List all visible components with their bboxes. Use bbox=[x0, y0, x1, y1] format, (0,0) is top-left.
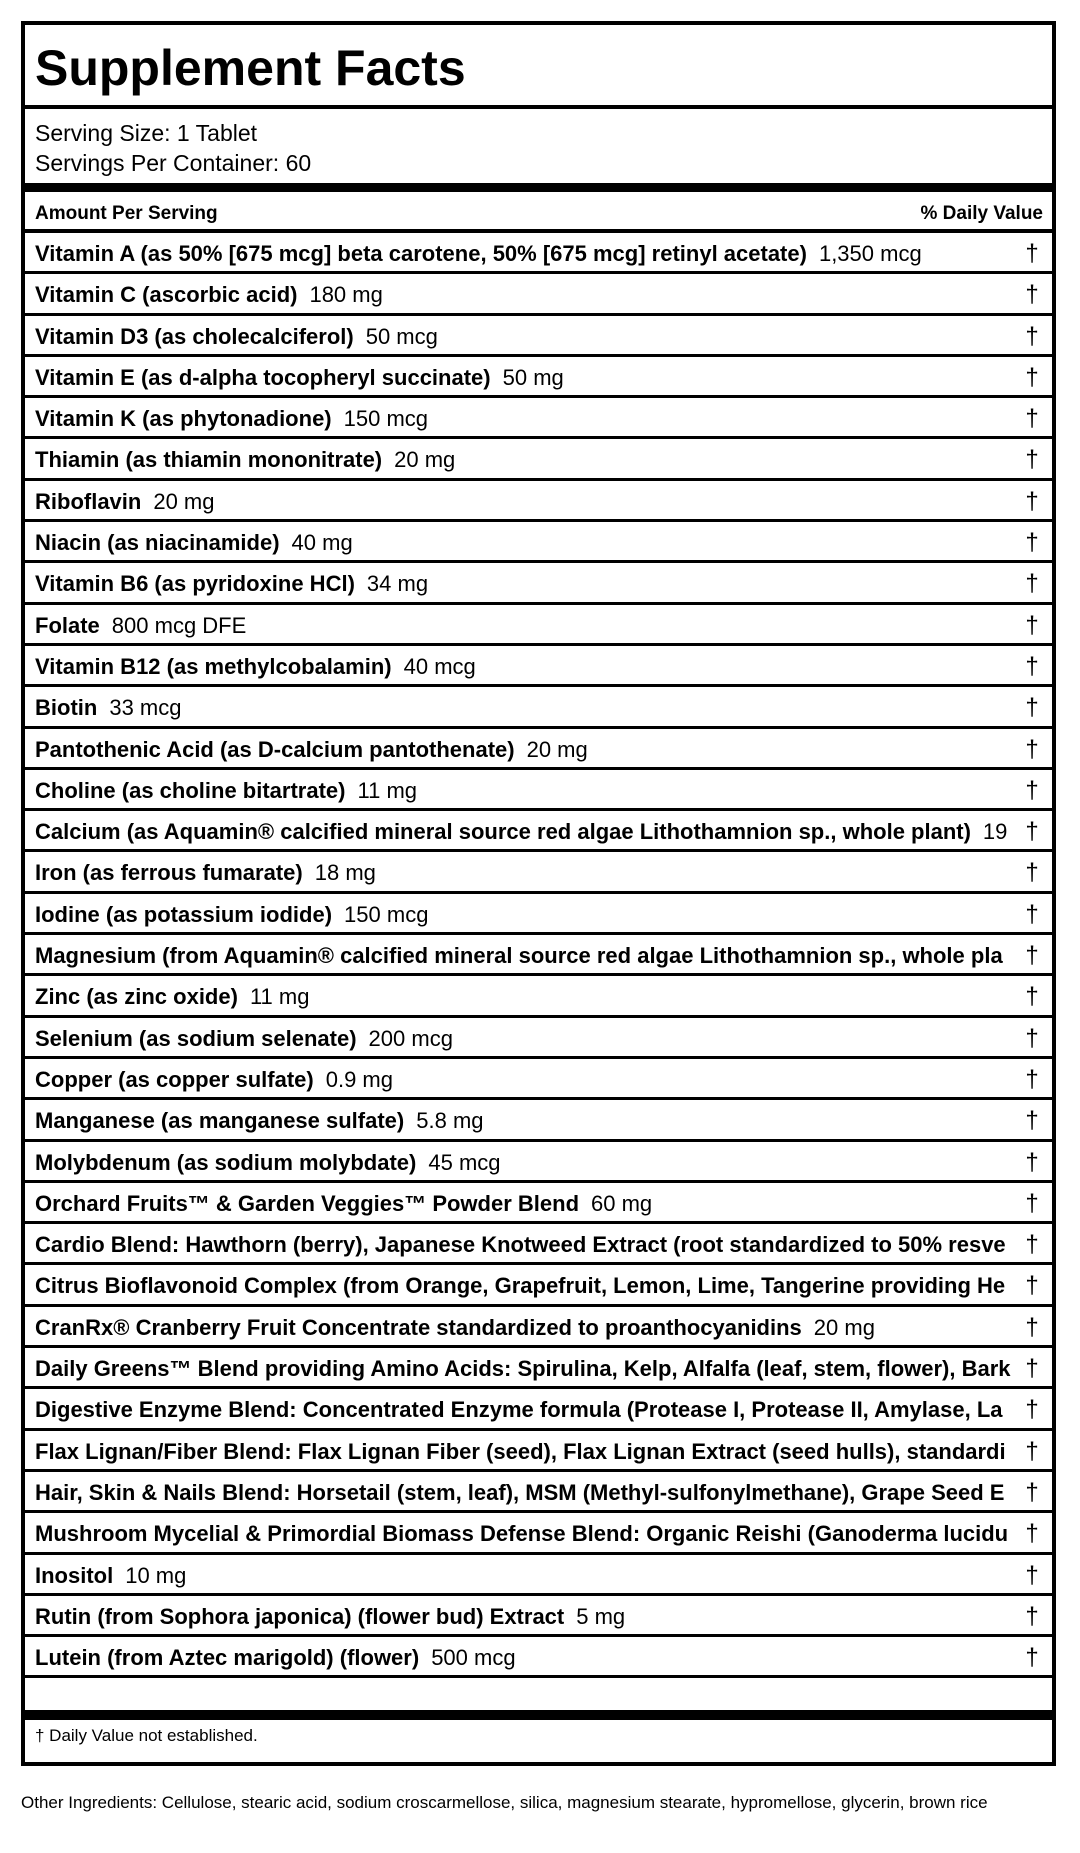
dagger-symbol: † bbox=[1025, 240, 1039, 267]
dagger-symbol: † bbox=[1025, 859, 1039, 887]
nutrient-name: Copper (as copper sulfate) bbox=[35, 1066, 314, 1092]
dagger-symbol: † bbox=[1025, 1189, 1039, 1217]
dagger-symbol: † bbox=[1025, 900, 1039, 928]
nutrient-row bbox=[25, 646, 1052, 687]
nutrient-row bbox=[25, 1555, 1052, 1596]
dagger-symbol: † bbox=[1025, 942, 1039, 970]
nutrient-text bbox=[35, 1479, 1016, 1507]
nutrient-text bbox=[35, 1231, 1018, 1259]
nutrient-text bbox=[35, 859, 376, 887]
dagger-symbol: † bbox=[1025, 1478, 1039, 1506]
nutrient-name: Orchard Fruits™ & Garden Veggies™ Powder Blend bbox=[35, 1190, 580, 1216]
dagger-symbol: † bbox=[1025, 983, 1039, 1011]
dagger-symbol: † bbox=[1025, 1024, 1039, 1052]
nutrient-row bbox=[25, 770, 1052, 811]
nutrient-name: Thiamin (as thiamin mononitrate) bbox=[35, 447, 383, 473]
nutrient-row bbox=[25, 894, 1052, 935]
nutrient-row bbox=[25, 1513, 1052, 1554]
dagger-symbol: † bbox=[1025, 1231, 1039, 1259]
nutrient-amount: 45 mcg bbox=[428, 1149, 501, 1175]
nutrient-text bbox=[35, 777, 417, 805]
nutrient-row bbox=[25, 439, 1052, 480]
nutrient-name: Pantothenic Acid (as D-calcium pantothenate) bbox=[35, 736, 515, 762]
dagger-symbol: † bbox=[1025, 1520, 1039, 1548]
dagger-symbol: † bbox=[1025, 1272, 1039, 1300]
nutrient-name: Lutein (from Aztec marigold) (flower) bbox=[35, 1645, 420, 1671]
nutrient-amount: 5 mg bbox=[576, 1603, 626, 1629]
nutrient-row bbox=[25, 1018, 1052, 1059]
nutrient-text bbox=[35, 942, 1015, 970]
nutrient-amount: 34 mg bbox=[366, 571, 429, 597]
daily-value-footnote: † Daily Value not established. bbox=[35, 1726, 258, 1745]
nutrient-row bbox=[25, 481, 1052, 522]
nutrient-amount: 5.8 mg bbox=[416, 1108, 484, 1134]
dagger-symbol: † bbox=[1025, 529, 1039, 557]
nutrient-text bbox=[35, 488, 215, 516]
nutrient-name: Hair, Skin & Nails Blend: Horsetail (stem, leaf), MSM (Methyl-sulfonylmethane), Grape Seed E bbox=[35, 1479, 1005, 1505]
dagger-symbol: † bbox=[1025, 1396, 1039, 1424]
nutrient-text bbox=[35, 1149, 501, 1177]
nutrient-amount: 50 mcg bbox=[365, 323, 438, 349]
nutrient-amount: 20 mg bbox=[394, 447, 456, 473]
nutrient-text bbox=[35, 983, 309, 1011]
nutrient-text bbox=[35, 1190, 652, 1218]
nutrient-row bbox=[25, 1059, 1052, 1100]
nutrient-text bbox=[35, 1603, 625, 1631]
nutrient-amount: 10 mg bbox=[125, 1562, 187, 1588]
nutrient-row bbox=[25, 233, 1052, 274]
nutrient-name: Inositol bbox=[35, 1562, 114, 1588]
dagger-symbol: † bbox=[1025, 446, 1039, 474]
nutrient-amount: 180 mg bbox=[309, 282, 383, 308]
nutrient-amount: 19 bbox=[982, 819, 1008, 845]
nutrient-name: Molybdenum (as sodium molybdate) bbox=[35, 1149, 417, 1175]
nutrient-amount: 150 mcg bbox=[343, 406, 429, 432]
dagger-symbol: † bbox=[1025, 652, 1039, 680]
nutrient-text bbox=[35, 653, 476, 681]
nutrient-text bbox=[35, 240, 922, 268]
nutrient-name: Selenium (as sodium selenate) bbox=[35, 1025, 357, 1051]
nutrient-text bbox=[35, 405, 428, 433]
nutrient-text bbox=[35, 1520, 1020, 1548]
nutrient-row bbox=[25, 935, 1052, 976]
nutrient-name: Cardio Blend: Hawthorn (berry), Japanese Knotweed Extract (root standardized to 50% resve bbox=[35, 1232, 1006, 1258]
nutrient-text bbox=[35, 1438, 1018, 1466]
nutrient-text bbox=[35, 1107, 484, 1135]
nutrient-row bbox=[25, 852, 1052, 893]
nutrient-text bbox=[35, 1562, 186, 1590]
nutrient-name: Folate bbox=[35, 612, 100, 638]
dagger-symbol: † bbox=[1025, 694, 1039, 722]
nutrient-amount: 0.9 mg bbox=[325, 1066, 393, 1092]
nutrient-text bbox=[35, 1025, 453, 1053]
other-ingredients: Other Ingredients: Cellulose, stearic acid, sodium croscarmellose, silica, magnesium stearate, hypromellose, glycerin, brown rice bbox=[21, 1793, 988, 1812]
dagger-symbol: † bbox=[1025, 570, 1039, 598]
dagger-symbol: † bbox=[1025, 735, 1039, 763]
dagger-symbol: † bbox=[1025, 818, 1039, 846]
nutrient-text bbox=[35, 1644, 516, 1672]
nutrient-row bbox=[25, 729, 1052, 770]
dagger-symbol: † bbox=[1025, 281, 1039, 309]
nutrient-name: Daily Greens™ Blend providing Amino Acids: Spirulina, Kelp, Alfalfa (leaf, stem, flower), Bark bbox=[35, 1356, 1011, 1382]
nutrient-amount: 50 mg bbox=[502, 364, 564, 390]
nutrient-amount: 33 mcg bbox=[109, 695, 182, 721]
nutrient-row bbox=[25, 563, 1052, 604]
nutrient-row bbox=[25, 1100, 1052, 1141]
nutrient-name: Iron (as ferrous fumarate) bbox=[35, 860, 303, 886]
nutrient-row bbox=[25, 1142, 1052, 1183]
nutrient-amount: 18 mg bbox=[314, 860, 376, 886]
nutrient-name: Mushroom Mycelial & Primordial Biomass Defense Blend: Organic Reishi (Ganoderma lucidu bbox=[35, 1521, 1009, 1547]
nutrient-row bbox=[25, 1307, 1052, 1348]
nutrient-row bbox=[25, 274, 1052, 315]
nutrient-name: Choline (as choline bitartrate) bbox=[35, 777, 346, 803]
bottom-thick-divider bbox=[25, 1710, 1052, 1719]
nutrient-name: Citrus Bioflavonoid Complex (from Orange, Grapefruit, Lemon, Lime, Tangerine providing He bbox=[35, 1273, 1006, 1299]
nutrient-amount: 150 mcg bbox=[344, 901, 429, 927]
nutrient-text bbox=[35, 901, 428, 929]
nutrient-name: Manganese (as manganese sulfate) bbox=[35, 1108, 405, 1134]
nutrient-text bbox=[35, 1396, 1015, 1424]
nutrient-row bbox=[25, 357, 1052, 398]
nutrient-row bbox=[25, 316, 1052, 357]
nutrient-row bbox=[25, 522, 1052, 563]
dagger-symbol: † bbox=[1025, 1437, 1039, 1465]
nutrient-text bbox=[35, 1314, 875, 1342]
nutrient-text bbox=[35, 446, 455, 474]
dagger-symbol: † bbox=[1025, 1602, 1039, 1630]
nutrient-name: Calcium (as Aquamin® calcified mineral source red algae Lithothamnion sp., whole plant) bbox=[35, 819, 971, 845]
nutrient-name: Vitamin B12 (as methylcobalamin) bbox=[35, 653, 392, 679]
nutrient-name: Vitamin C (ascorbic acid) bbox=[35, 282, 298, 308]
nutrient-name: Iodine (as potassium iodide) bbox=[35, 901, 333, 927]
nutrient-name: Riboflavin bbox=[35, 488, 142, 514]
daily-value-header: % Daily Value bbox=[920, 203, 1043, 224]
nutrient-text bbox=[35, 1272, 1017, 1300]
nutrient-name: Vitamin D3 (as cholecalciferol) bbox=[35, 323, 354, 349]
dagger-symbol: † bbox=[1025, 1107, 1039, 1135]
nutrient-amount: 20 mg bbox=[526, 736, 588, 762]
nutrient-amount: 40 mg bbox=[291, 530, 353, 556]
nutrient-name: Digestive Enzyme Blend: Concentrated Enzyme formula (Protease I, Protease II, Amylase, La bbox=[35, 1397, 1003, 1423]
nutrient-text bbox=[35, 1066, 393, 1094]
nutrient-name: Biotin bbox=[35, 695, 98, 721]
nutrient-row bbox=[25, 1183, 1052, 1224]
nutrient-row bbox=[25, 1389, 1052, 1430]
dagger-symbol: † bbox=[1025, 611, 1039, 639]
nutrient-amount: 40 mcg bbox=[403, 653, 476, 679]
nutrient-rows bbox=[25, 233, 1052, 1720]
nutrient-text bbox=[35, 1355, 1023, 1383]
dagger-symbol: † bbox=[1025, 1644, 1039, 1672]
nutrient-row bbox=[25, 1348, 1052, 1389]
nutrient-name: Magnesium (from Aquamin® calcified mineral source red algae Lithothamnion sp., whole pla bbox=[35, 943, 1003, 969]
nutrient-row bbox=[25, 1596, 1052, 1637]
nutrient-text bbox=[35, 694, 181, 722]
nutrient-amount: 20 mg bbox=[813, 1314, 875, 1340]
nutrient-text bbox=[35, 281, 383, 309]
nutrient-amount: 60 mg bbox=[591, 1190, 653, 1216]
nutrient-amount: 11 mg bbox=[249, 984, 310, 1010]
dagger-symbol: † bbox=[1025, 776, 1039, 804]
nutrient-row bbox=[25, 605, 1052, 646]
nutrient-text bbox=[35, 570, 428, 598]
nutrient-amount: 800 mcg DFE bbox=[111, 612, 247, 638]
nutrient-text bbox=[35, 323, 438, 351]
nutrient-name: Zinc (as zinc oxide) bbox=[35, 984, 238, 1010]
dagger-symbol: † bbox=[1025, 363, 1039, 391]
supplement-facts-panel bbox=[21, 21, 1056, 1766]
nutrient-row bbox=[25, 1265, 1052, 1306]
nutrient-name: Vitamin E (as d-alpha tocopheryl succinate) bbox=[35, 364, 491, 390]
nutrient-amount: 11 mg bbox=[357, 777, 418, 803]
thick-divider bbox=[25, 183, 1052, 192]
nutrient-amount: 500 mcg bbox=[431, 1645, 516, 1671]
servings-per-container: Servings Per Container: 60 bbox=[35, 150, 312, 176]
dagger-symbol: † bbox=[1025, 1561, 1039, 1589]
nutrient-name: Vitamin B6 (as pyridoxine HCl) bbox=[35, 571, 355, 597]
nutrient-row bbox=[25, 811, 1052, 852]
dagger-symbol: † bbox=[1025, 405, 1039, 433]
nutrient-row bbox=[25, 1637, 1052, 1678]
nutrient-name: Rutin (from Sophora japonica) (flower bud) Extract bbox=[35, 1603, 565, 1629]
nutrient-row bbox=[25, 976, 1052, 1017]
nutrient-text bbox=[35, 364, 564, 392]
dagger-symbol: † bbox=[1025, 487, 1039, 515]
nutrient-row bbox=[25, 1224, 1052, 1265]
nutrient-name: Vitamin A (as 50% [675 mcg] beta carotene, 50% [675 mcg] retinyl acetate) bbox=[35, 241, 807, 266]
serving-size: Serving Size: 1 Tablet bbox=[35, 120, 258, 146]
nutrient-text bbox=[35, 612, 246, 640]
nutrient-name: Niacin (as niacinamide) bbox=[35, 530, 280, 556]
dagger-symbol: † bbox=[1025, 1355, 1039, 1383]
nutrient-name: Vitamin K (as phytonadione) bbox=[35, 406, 332, 432]
nutrient-row bbox=[25, 398, 1052, 439]
nutrient-amount: 200 mcg bbox=[368, 1025, 453, 1051]
dagger-symbol: † bbox=[1025, 322, 1039, 350]
amount-per-serving-header: Amount Per Serving bbox=[35, 203, 218, 224]
panel-title: Supplement Facts bbox=[35, 40, 466, 96]
nutrient-row bbox=[25, 1472, 1052, 1513]
nutrient-row bbox=[25, 687, 1052, 728]
dagger-symbol: † bbox=[1025, 1313, 1039, 1341]
nutrient-row bbox=[25, 1431, 1052, 1472]
dagger-symbol: † bbox=[1025, 1065, 1039, 1093]
nutrient-amount: 20 mg bbox=[153, 488, 215, 514]
divider bbox=[25, 105, 1052, 109]
dagger-symbol: † bbox=[1025, 1148, 1039, 1176]
nutrient-text bbox=[35, 818, 1007, 846]
nutrient-name: CranRx® Cranberry Fruit Concentrate standardized to proanthocyanidins bbox=[35, 1314, 802, 1340]
nutrient-name: Flax Lignan/Fiber Blend: Flax Lignan Fiber (seed), Flax Lignan Extract (seed hulls), standardi bbox=[35, 1438, 1006, 1464]
nutrient-amount: 1,350 mcg bbox=[818, 241, 922, 266]
nutrient-text bbox=[35, 736, 588, 764]
nutrient-text bbox=[35, 529, 353, 557]
